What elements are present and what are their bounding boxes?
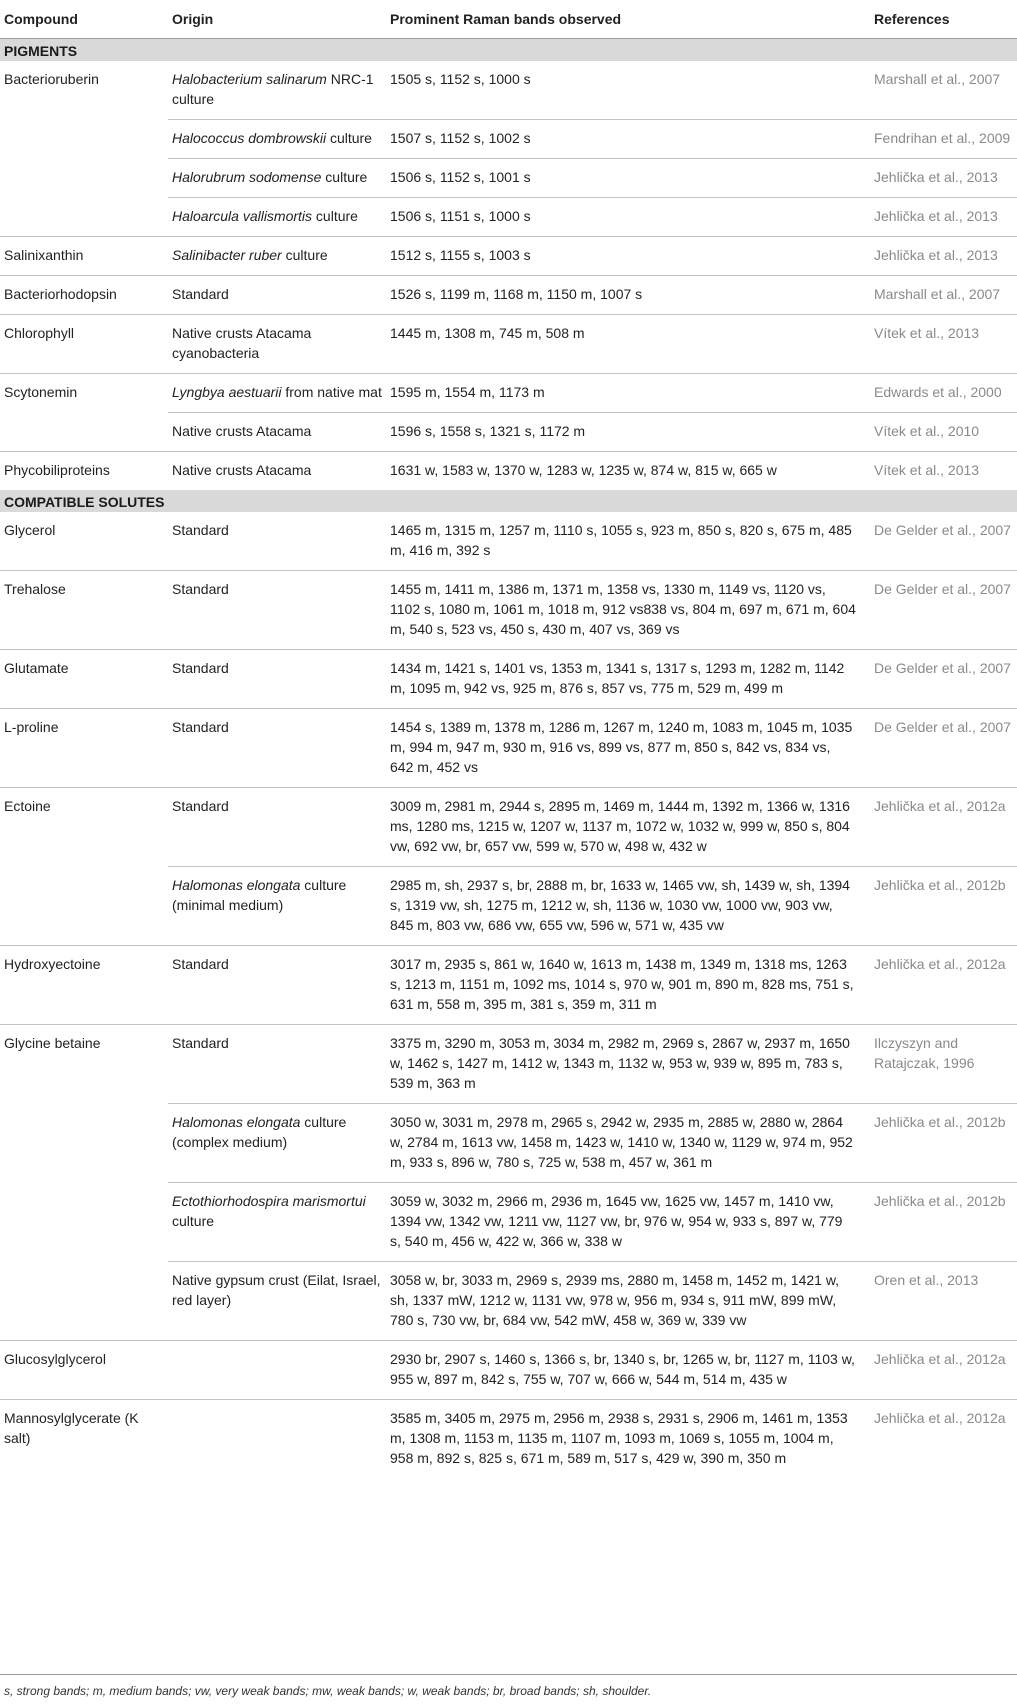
raman-bands-cell: 3017 m, 2935 s, 861 w, 1640 w, 1613 m, 1438 m, 1349 m, 1318 ms, 1263 s, 1213 m, 1151 m, 1092 ms, 1014 s, 970 w, 901 m, 890 m, 828 ms, 751 s, 631 m, 558 m, 395 m, 381 s, 359 m, 311 m: [386, 946, 870, 1025]
origin-description: culture (complex medium): [172, 1114, 351, 1150]
section-header-solutes: [0, 490, 1017, 512]
compound-cell: Salinixanthin: [0, 237, 168, 276]
compound-cell: [0, 1183, 168, 1262]
origin-description: Native gypsum crust (Eilat, Israel, red layer): [172, 1272, 385, 1308]
compound-cell: Bacterioruberin: [4, 71, 99, 87]
reference-cell: Oren et al., 2013: [870, 1262, 1017, 1341]
origin-species: Halorubrum sodomense: [172, 169, 322, 185]
origin-cell: [168, 1400, 386, 1479]
raman-bands-cell: 1526 s, 1199 m, 1168 m, 1150 m, 1007 s: [386, 276, 870, 315]
raman-bands-cell: 2985 m, sh, 2937 s, br, 2888 m, br, 1633 w, 1465 vw, sh, 1439 w, sh, 1394 s, 1319 vw, sh, 1275 m, 1212 w, sh, 1136 w, 1030 vw, 1000 vw, 903 vw, 845 m, 803 vw, 686 vw, 655 vw, 596 w, 571 w, 435 vw: [386, 867, 870, 946]
origin-description: Standard: [172, 286, 229, 302]
raman-bands-cell: 2930 br, 2907 s, 1460 s, 1366 s, br, 1340 s, br, 1265 w, br, 1127 m, 1103 w, 955 w, 897 m, 842 s, 755 w, 707 w, 666 w, 544 m, 514 m, 435 w: [386, 1341, 870, 1400]
origin-description: culture: [326, 130, 372, 146]
origin-description: culture (minimal medium): [172, 877, 351, 913]
raman-bands-cell: 1445 m, 1308 m, 745 m, 508 m: [386, 315, 870, 374]
table-row: [0, 788, 1017, 867]
reference-cell: Jehlička et al., 2012b: [870, 1183, 1017, 1262]
table-header-row: [0, 0, 1017, 39]
table-body: [0, 39, 1017, 1479]
origin-cell: [168, 1183, 386, 1262]
compound-cell: Glycerol: [0, 512, 168, 571]
compound-cell: Glycine betaine: [4, 1035, 101, 1051]
reference-cell: Jehlička et al., 2012b: [870, 1104, 1017, 1183]
compound-cell: Ectoine: [4, 798, 51, 814]
reference-cell: Vítek et al., 2013: [870, 315, 1017, 374]
table-row: [0, 650, 1017, 709]
raman-bands-cell: 1512 s, 1155 s, 1003 s: [386, 237, 870, 276]
origin-cell: [168, 413, 386, 452]
reference-cell: Fendrihan et al., 2009: [870, 120, 1017, 159]
reference-cell: De Gelder et al., 2007: [870, 571, 1017, 650]
raman-bands-cell: 1507 s, 1152 s, 1002 s: [386, 120, 870, 159]
table-row: [0, 512, 1017, 571]
origin-species: Halomonas elongata: [172, 1114, 301, 1130]
raman-bands-cell: 1465 m, 1315 m, 1257 m, 1110 s, 1055 s, 923 m, 850 s, 820 s, 675 m, 485 m, 416 m, 392 s: [386, 512, 870, 571]
raman-bands-cell: 1596 s, 1558 s, 1321 s, 1172 m: [386, 413, 870, 452]
origin-cell: [168, 709, 386, 788]
table-row: [0, 867, 1017, 946]
reference-cell: De Gelder et al., 2007: [870, 650, 1017, 709]
compound-cell: [0, 867, 168, 946]
origin-cell: [168, 237, 386, 276]
table-row: [0, 1341, 1017, 1400]
compound-cell: Bacteriorhodopsin: [0, 276, 168, 315]
reference-cell: Marshall et al., 2007: [870, 61, 1017, 120]
raman-bands-cell: 1455 m, 1411 m, 1386 m, 1371 m, 1358 vs, 1330 m, 1149 vs, 1120 vs, 1102 s, 1080 m, 1061 m, 1018 m, 912 vs838 vs, 804 m, 697 m, 671 m, 604 m, 540 s, 523 vs, 450 s, 430 m, 407 vs, 369 vs: [386, 571, 870, 650]
table-footnote: s, strong bands; m, medium bands; vw, very weak bands; mw, weak bands; w, weak bands; br, broad bands; sh, shoulder.: [4, 1684, 652, 1698]
origin-cell: [168, 61, 386, 120]
table-row: [0, 276, 1017, 315]
origin-cell: [168, 512, 386, 571]
origin-description: Standard: [172, 522, 229, 538]
reference-cell: Ilczyszyn and Ratajczak, 1996: [870, 1025, 1017, 1104]
origin-cell: [168, 1341, 386, 1400]
origin-cell: [168, 276, 386, 315]
reference-cell: Jehlička et al., 2012a: [870, 1341, 1017, 1400]
section-header-pigments: [0, 39, 1017, 62]
compound-cell: [0, 1262, 168, 1341]
table-row: [0, 120, 1017, 159]
compound-cell: Glutamate: [0, 650, 168, 709]
origin-species: Haloarcula vallismortis: [172, 208, 313, 224]
raman-bands-cell: 3050 w, 3031 m, 2978 m, 2965 s, 2942 w, 2935 m, 2885 w, 2880 w, 2864 w, 2784 m, 1613 vw, 1458 m, 1423 w, 1410 w, 1340 w, 1129 w, 974 m, 952 m, 933 s, 896 w, 780 s, 725 w, 538 m, 457 w, 361 m: [386, 1104, 870, 1183]
origin-description: NRC-1 culture: [172, 71, 378, 107]
table-row: [0, 315, 1017, 374]
origin-description: culture: [321, 169, 368, 185]
origin-description: Standard: [172, 798, 229, 814]
origin-cell: [168, 198, 386, 237]
origin-description: Standard: [172, 1035, 229, 1051]
raman-bands-cell: 3058 w, br, 3033 m, 2969 s, 2939 ms, 2880 m, 1458 m, 1452 m, 1421 w, sh, 1337 mW, 1212 w, 1131 vw, 978 w, 956 m, 934 s, 911 mW, 899 mW, 780 s, 730 vw, br, 684 vw, 542 mW, 458 w, 369 w, 339 vw: [386, 1262, 870, 1341]
origin-description: culture: [312, 208, 358, 224]
origin-description: culture: [281, 247, 328, 263]
origin-cell: [168, 452, 386, 491]
table-row: [0, 452, 1017, 491]
raman-bands-cell: 1434 m, 1421 s, 1401 vs, 1353 m, 1341 s, 1317 s, 1293 m, 1282 m, 1142 m, 1095 m, 942 vs, 925 m, 876 s, 857 vs, 775 m, 529 m, 499 m: [386, 650, 870, 709]
origin-cell: [168, 946, 386, 1025]
origin-cell: [168, 571, 386, 650]
origin-species: Halomonas elongata: [172, 877, 301, 893]
table-row: [0, 374, 1017, 413]
table-row: [0, 237, 1017, 276]
raman-bands-cell: 3375 m, 3290 m, 3053 m, 3034 m, 2982 m, 2969 s, 2867 w, 2937 m, 1650 w, 1462 s, 1427 m, 1412 w, 1343 m, 1132 w, 953 w, 939 w, 895 m, 783 s, 539 m, 363 m: [386, 1025, 870, 1104]
origin-cell: [168, 374, 386, 413]
origin-description: Standard: [172, 956, 229, 972]
reference-cell: Jehlička et al., 2012a: [870, 946, 1017, 1025]
raman-bands-cell: 3009 m, 2981 m, 2944 s, 2895 m, 1469 m, 1444 m, 1392 m, 1366 w, 1316 ms, 1280 ms, 1215 w, 1207 w, 1137 m, 1072 w, 1032 w, 999 w, 850 s, 804 vw, 692 vw, br, 657 vw, 599 w, 570 w, 498 w, 432 w: [386, 788, 870, 867]
origin-description: Standard: [172, 581, 229, 597]
origin-cell: [168, 1262, 386, 1341]
compound-cell: Chlorophyll: [0, 315, 168, 374]
origin-description: Standard: [172, 660, 229, 676]
header-compound: Compound: [0, 0, 168, 39]
compound-cell: [0, 120, 168, 159]
origin-cell: [168, 159, 386, 198]
header-references: References: [870, 0, 1017, 39]
origin-cell: [168, 315, 386, 374]
compound-cell: [0, 1104, 168, 1183]
reference-cell: Vítek et al., 2010: [870, 413, 1017, 452]
reference-cell: Edwards et al., 2000: [870, 374, 1017, 413]
table-row: [0, 1183, 1017, 1262]
header-bands: Prominent Raman bands observed: [386, 0, 870, 39]
section-label: PIGMENTS: [0, 39, 1017, 62]
compound-cell: Mannosylglycerate (K salt): [4, 1410, 139, 1446]
compound-cell: Glucosylglycerol: [0, 1341, 168, 1400]
compound-cell: Trehalose: [0, 571, 168, 650]
origin-cell: [168, 867, 386, 946]
origin-species: Halococcus dombrowskii: [172, 130, 327, 146]
origin-description: Native crusts Atacama cyanobacteria: [172, 325, 316, 361]
origin-description: culture: [172, 1193, 370, 1229]
origin-species: Halobacterium salinarum: [172, 71, 327, 87]
compound-cell: Phycobiliproteins: [4, 462, 110, 478]
reference-cell: Jehlička et al., 2012b: [870, 867, 1017, 946]
raman-bands-cell: 1506 s, 1152 s, 1001 s: [386, 159, 870, 198]
table-row: [0, 1104, 1017, 1183]
compound-cell: [0, 413, 168, 452]
reference-cell: Jehlička et al., 2012a: [874, 1410, 1006, 1426]
origin-species: Lyngbya aestuarii: [172, 384, 282, 400]
table-row: [0, 413, 1017, 452]
compound-cell: L-proline: [0, 709, 168, 788]
origin-cell: [168, 1104, 386, 1183]
compound-cell: Hydroxyectoine: [0, 946, 168, 1025]
bottom-rule: [0, 1674, 1017, 1675]
origin-cell: [168, 1025, 386, 1104]
reference-cell: De Gelder et al., 2007: [870, 709, 1017, 788]
table-row: [0, 571, 1017, 650]
table-row: [0, 1400, 1017, 1479]
reference-cell: De Gelder et al., 2007: [870, 512, 1017, 571]
origin-description: Native crusts Atacama: [172, 423, 312, 439]
table-row: [0, 159, 1017, 198]
raman-bands-cell: 1505 s, 1152 s, 1000 s: [386, 61, 870, 120]
table-row: [0, 61, 1017, 120]
compound-cell: [0, 198, 168, 237]
table-row: [0, 946, 1017, 1025]
origin-description: from native mat: [281, 384, 382, 400]
raman-bands-cell: 3059 w, 3032 m, 2966 m, 2936 m, 1645 vw, 1625 vw, 1457 m, 1410 vw, 1394 vw, 1342 vw, 1211 vw, 1127 vw, br, 976 w, 954 w, 933 s, 897 w, 779 s, 540 m, 456 w, 422 w, 366 w, 338 w: [386, 1183, 870, 1262]
raman-bands-cell: 1506 s, 1151 s, 1000 s: [386, 198, 870, 237]
origin-cell: [168, 120, 386, 159]
origin-cell: [168, 788, 386, 867]
raman-bands-cell: 3585 m, 3405 m, 2975 m, 2956 m, 2938 s, 2931 s, 2906 m, 1461 m, 1353 m, 1308 m, 1153 m, 1135 m, 1107 m, 1093 m, 1069 s, 1055 m, 1004 m, 958 m, 892 s, 825 s, 671 m, 589 m, 517 s, 429 w, 390 m, 350 m: [390, 1410, 848, 1466]
compound-cell: Scytonemin: [4, 384, 78, 400]
header-origin: Origin: [168, 0, 386, 39]
table-row: [0, 1025, 1017, 1104]
origin-species: Ectothiorhodospira marismortui: [172, 1193, 366, 1209]
origin-description: Standard: [172, 719, 229, 735]
reference-cell: Jehlička et al., 2013: [870, 159, 1017, 198]
raman-bands-cell: 1631 w, 1583 w, 1370 w, 1283 w, 1235 w, 874 w, 815 w, 665 w: [390, 462, 777, 478]
table-row: [0, 1262, 1017, 1341]
raman-bands-cell: 1595 m, 1554 m, 1173 m: [386, 374, 870, 413]
origin-description: Native crusts Atacama: [172, 462, 312, 478]
section-label: COMPATIBLE SOLUTES: [0, 490, 1017, 512]
reference-cell: Jehlička et al., 2013: [870, 198, 1017, 237]
raman-bands-cell: 1454 s, 1389 m, 1378 m, 1286 m, 1267 m, 1240 m, 1083 m, 1045 m, 1035 m, 994 m, 947 m, 930 m, 916 vs, 899 vs, 877 m, 850 s, 842 vs, 834 vs, 642 m, 452 vs: [386, 709, 870, 788]
reference-cell: Marshall et al., 2007: [870, 276, 1017, 315]
reference-cell: Jehlička et al., 2013: [870, 237, 1017, 276]
reference-cell: Jehlička et al., 2012a: [870, 788, 1017, 867]
table-row: [0, 198, 1017, 237]
table-row: [0, 709, 1017, 788]
reference-cell: Vítek et al., 2013: [874, 462, 980, 478]
compound-cell: [0, 159, 168, 198]
origin-cell: [168, 650, 386, 709]
origin-species: Salinibacter ruber: [172, 247, 282, 263]
